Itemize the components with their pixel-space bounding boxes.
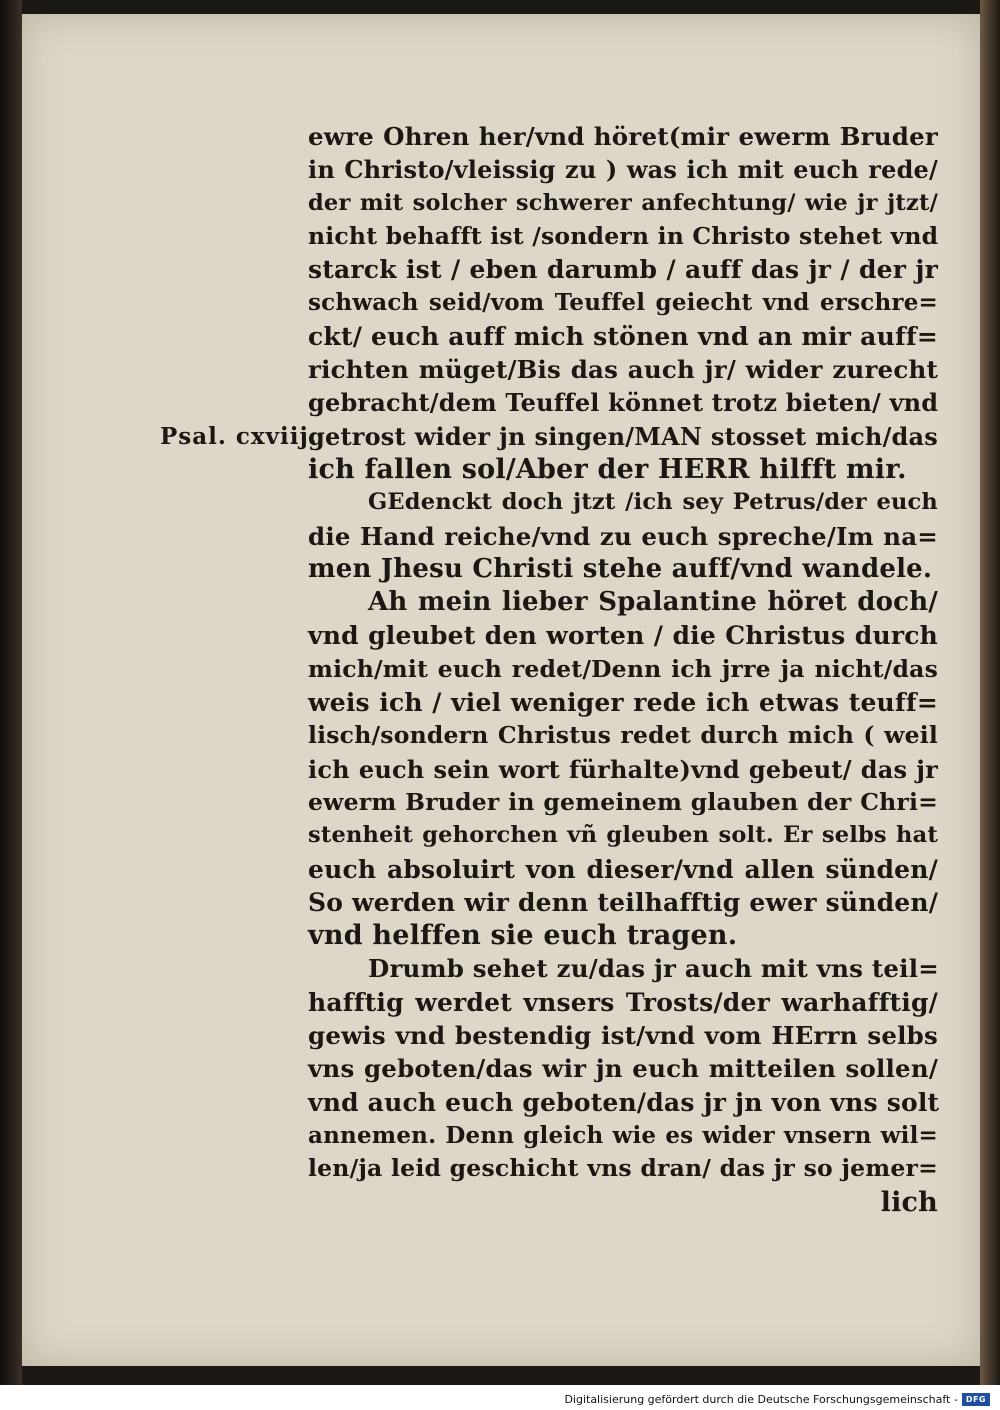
book-edge-right: [980, 0, 1000, 1385]
text-line: vnd gleubet den worten / die Christus durch: [308, 621, 938, 651]
text-line: hafftig werdet vnsers Trosts/der warhafftig/: [308, 987, 938, 1017]
footer-text: Digitalisierung gefördert durch die Deutsche Forschungsgemeinschaft -: [564, 1392, 958, 1406]
text-line: ich euch sein wort fürhalte)vnd gebeut/ das jr: [308, 754, 938, 784]
text-line: gewis vnd bestendig ist/vnd vom HErrn selbs: [308, 1021, 938, 1051]
footer-credit: [564, 1390, 990, 1408]
text-line: GEdenckt doch jtzt /ich sey Petrus/der euch: [368, 489, 938, 516]
text-line: Drumb sehet zu/das jr auch mit vns teil=: [368, 954, 939, 984]
text-line: starck ist / eben darumb / auff das jr / der jr: [308, 255, 938, 285]
text-line: vnd auch euch geboten/das jr jn von vns solt: [308, 1087, 940, 1117]
catchword: lich: [880, 1186, 938, 1218]
text-line: weis ich / viel weniger rede ich etwas teuff=: [308, 688, 938, 718]
text-line: ewerm Bruder in gemeinem glauben der Chri=: [308, 787, 938, 816]
text-line: euch absoluirt von dieser/vnd allen sünden/: [308, 854, 938, 884]
text-line: nicht behafft ist /sondern in Christo stehet vnd: [308, 221, 939, 250]
dfg-logo: DFG: [962, 1393, 990, 1406]
text-line: in Christo/vleissig zu ) was ich mit euch rede/: [308, 155, 938, 185]
text-line: lisch/sondern Christus redet durch mich ( weil: [308, 721, 938, 750]
marginal-note: Psal. cxviij.: [160, 423, 318, 450]
book-edge-left: [0, 0, 22, 1385]
text-line: ich fallen sol/Aber der HERR hilfft mir.: [308, 453, 907, 485]
text-line: mich/mit euch redet/Denn ich jrre ja nicht/das: [308, 654, 938, 683]
text-line: richten müget/Bis das auch jr/ wider zurecht: [308, 355, 938, 385]
text-line: annemen. Denn gleich wie es wider vnsern wil=: [308, 1121, 938, 1149]
text-line: vns geboten/das wir jn euch mitteilen sollen/: [308, 1054, 938, 1084]
text-line: Ah mein lieber Spalantine höret doch/: [368, 587, 938, 618]
text-line: men Jhesu Christi stehe auff/vnd wandele.: [308, 553, 933, 584]
text-line: getrost wider jn singen/MAN stosset mich/das: [308, 421, 938, 451]
text-line: ewre Ohren her/vnd höret(mir ewerm Bruder: [308, 122, 938, 151]
text-block: [308, 120, 938, 1219]
text-line: der mit solcher schwerer anfechtung/ wie jr jtzt/: [308, 189, 938, 216]
text-line: schwach seid/vom Teuffel geiecht vnd erschre=: [308, 289, 938, 317]
text-line: vnd helffen sie euch tragen.: [308, 920, 738, 952]
text-line: stenheit gehorchen vñ gleuben solt. Er selbs hat: [308, 822, 938, 849]
text-line: gebracht/dem Teuffel könnet trotz bieten/ vnd: [308, 388, 939, 418]
text-line: So werden wir denn teilhafftig ewer sünden/: [308, 887, 939, 917]
text-line: die Hand reiche/vnd zu euch spreche/Im na=: [308, 521, 938, 551]
text-line: len/ja leid geschicht vns dran/ das jr so jemer=: [308, 1154, 938, 1183]
text-line: ckt/ euch auff mich stönen vnd an mir auff=: [308, 321, 938, 351]
